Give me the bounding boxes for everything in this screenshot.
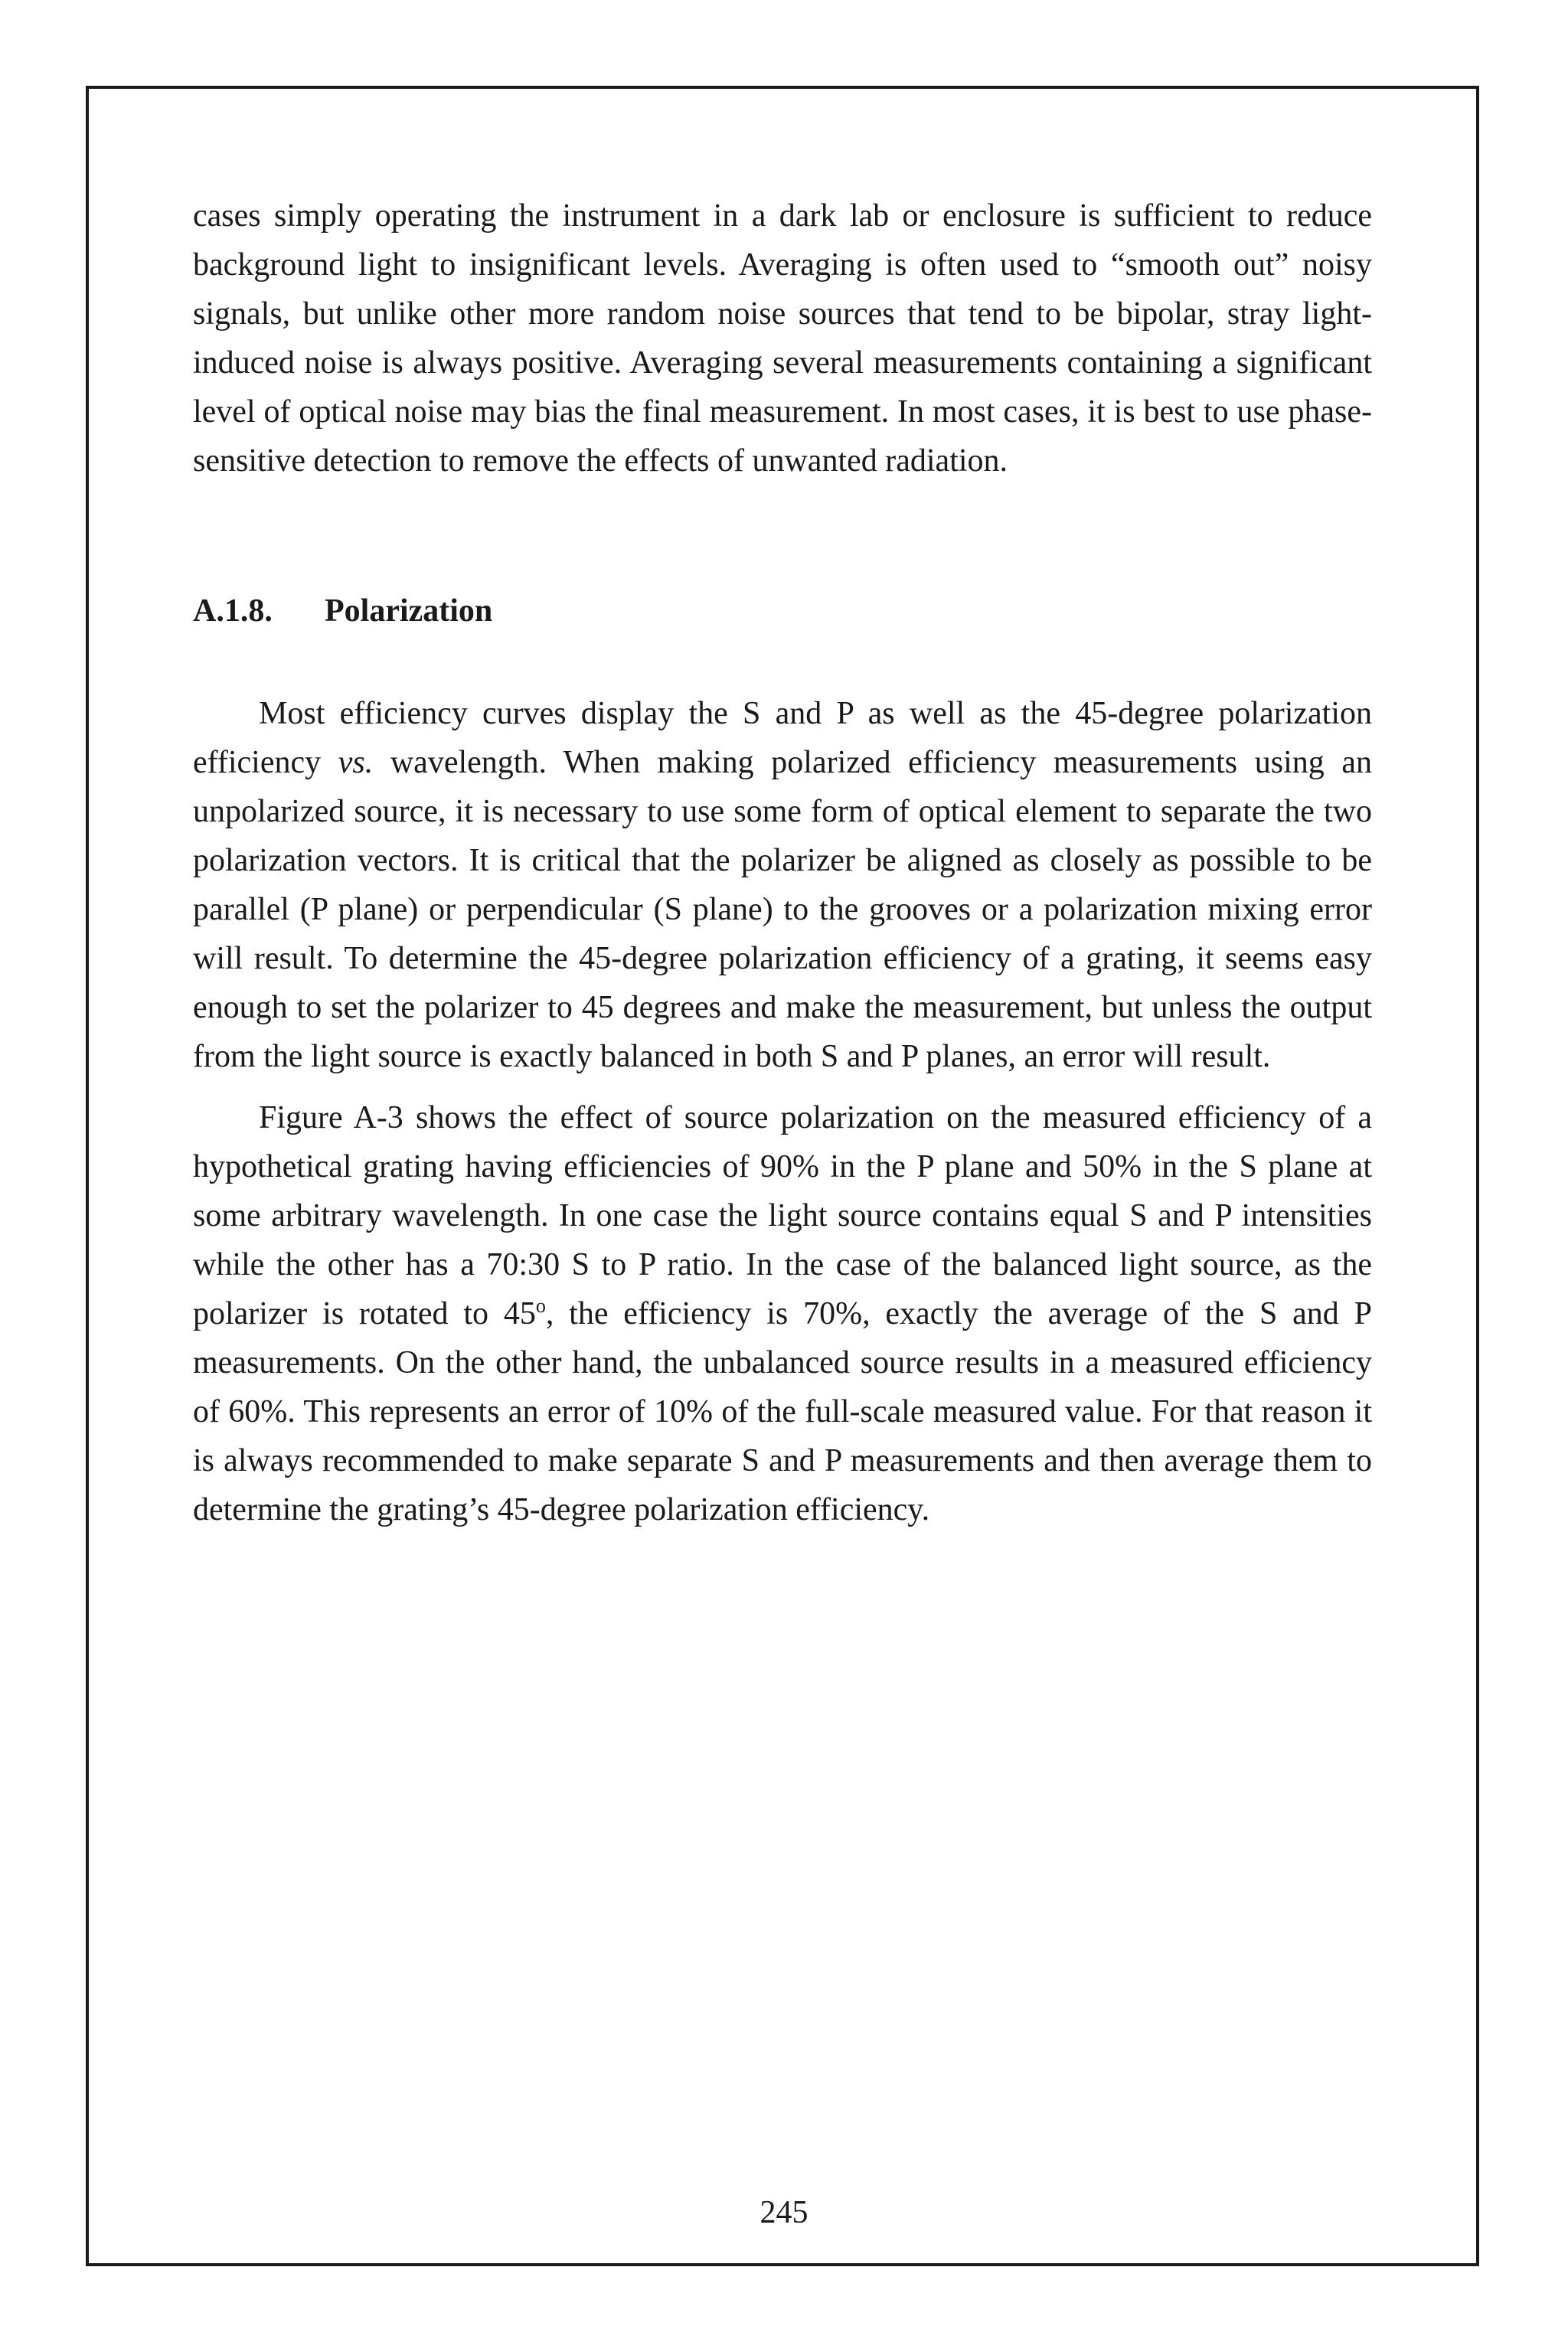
- section-title: Polarization: [325, 593, 493, 629]
- paragraph-polarization-intro: [193, 689, 1372, 1081]
- paragraph-text: Figure A-3 shows the effect of source polarization on the measured efficiency of a hypothetical grating having efficiencies of 90% in the P plane and 50% in the S plane at some arbitrary wavelength. In one case the light source contains equal S and P intensities while the other has a 70:30 S to P ratio. In the case of the balanced light source, as the polarizer is rotated to 45: [193, 1100, 1372, 1331]
- paragraph-text: Most efficiency curves display the S and P as well as the 45-degree polarization efficiency: [193, 696, 1372, 780]
- paragraph-text: , the efficiency is 70%, exactly the average of the S and P measurements. On the other hand, the unbalanced source results in a measured efficiency of 60%. This represents an error of 10% of the full-scale measured value. For that reason it is always recommended to make separate S and P measurements and then average them to determine the grating’s 45-degree polarization efficiency.: [193, 1296, 1372, 1527]
- page-number: 245: [760, 2195, 808, 2230]
- paragraph-continued: cases simply operating the instrument in a dark lab or enclosure is sufficient to reduce background light to insignificant levels. Averaging is often used to “smooth out” noisy signals, but unlike other more random noise sources that tend to be bipolar, stray light-induced noise is always positive. Averaging several measurements containing a significant level of optical noise may bias the final measurement. In most cases, it is best to use phase-sensitive detection to remove the effects of unwanted radiation.: [193, 198, 1372, 479]
- paragraph-text: wavelength. When making polarized efficiency measurements using an unpolarized source, it is necessary to use some form of optical element to separate the two polarization vectors. It is critical that the polarizer be aligned as closely as possible to be parallel (P plane) or perpendicular (S plane) to the grooves or a polarization mixing error will result. To determine the 45-degree polarization efficiency of a grating, it seems easy enough to set the polarizer to 45 degrees and make the measurement, but unless the output from the light source is exactly balanced in both S and P planes, an error will result.: [193, 745, 1372, 1074]
- paragraph-figure-discussion: [193, 1093, 1372, 1534]
- section-number: A.1.8.: [193, 593, 273, 629]
- page-content: [193, 191, 1372, 1534]
- section-heading: [193, 586, 1372, 635]
- italic-text: vs.: [338, 745, 374, 780]
- degree-superscript: o: [535, 1295, 546, 1317]
